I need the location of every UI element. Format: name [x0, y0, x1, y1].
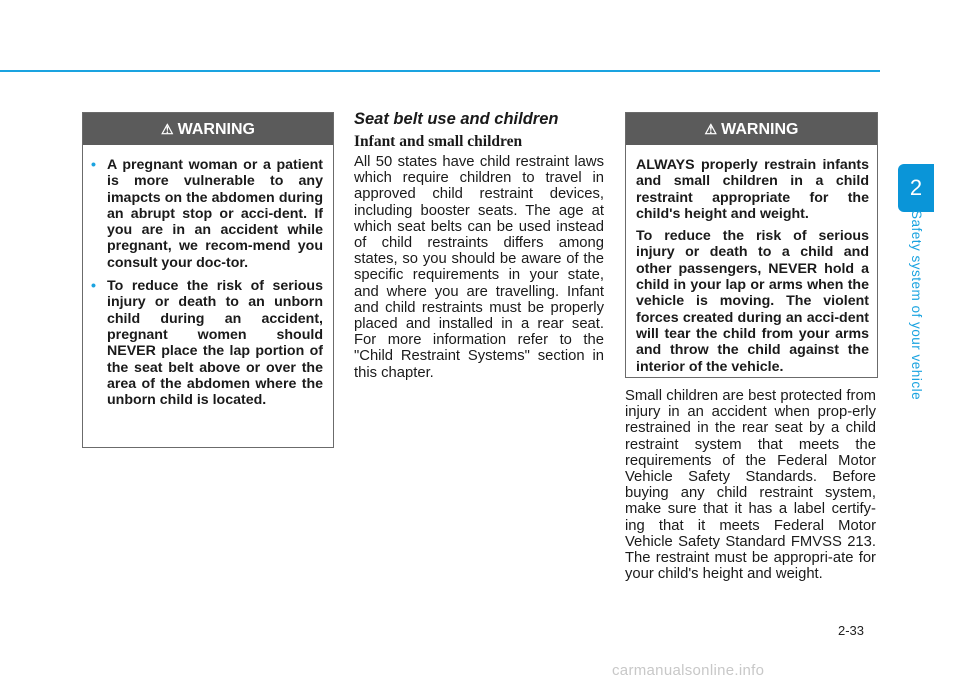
- warning-header: [83, 113, 333, 145]
- watermark: carmanualsonline.info: [612, 662, 765, 679]
- chapter-tab: [898, 164, 934, 212]
- warning-paragraph: To reduce the risk of serious injury or death to a child and other passengers, NEVER hold a child in your lap or arms when the vehicle is moving. The violent forces created during an acci-dent will tear the child from your arms and throw the child against the interior of the vehicle.: [636, 228, 869, 375]
- warning-body: [626, 145, 877, 375]
- body-paragraph: All 50 states have child restraint laws which require children to travel in approved child restraint devices, including booster seats. The age at which seat belts can be used instead of child restraints differs among states, so you should be aware of the specific requirements in your state, and where you are travelling. Infant and child restraints must be properly placed and installed in a rear seat. For more information refer to the "Child Restraint Systems" section in this chapter.: [354, 154, 604, 381]
- warning-triangle-icon: ⚠: [704, 121, 718, 137]
- page-number: 2-33: [838, 623, 865, 638]
- warning-paragraph: ALWAYS properly restrain infants and small children in a child restraint appropriate for the child's height and weight.: [636, 157, 869, 222]
- warning-body: [83, 145, 333, 408]
- chapter-number: 2: [909, 175, 923, 200]
- warning-header: [626, 113, 877, 145]
- warning-bullet: • A pregnant woman or a patient is more vulnerable to any imapcts on the abdomen during an abrupt stop or acci-dent. If you are in an accident while pregnant, we recom-mend you consult your doc-tor.: [99, 157, 323, 271]
- warning-bullet: • To reduce the risk of serious injury or death to an unborn child during an accident, pregnant women should NEVER place the lap portion of the seat belt above or over the area of the abdomen where the unborn child is located.: [99, 278, 323, 408]
- warning-title: WARNING: [721, 121, 799, 138]
- warning-box-left: [82, 112, 334, 448]
- section-subtitle: Infant and small children: [354, 133, 523, 150]
- top-rule: [0, 70, 880, 72]
- warning-triangle-icon: ⚠: [161, 121, 174, 137]
- body-paragraph: Small children are best protected from injury in an accident when prop-erly restrained in the rear seat by a child restraint system that meets the requirements of the Federal Motor Vehicle Safety Standards. Before buying any child restraint system, make sure that it has a label certify-ing that it meets Federal Motor Vehicle Safety Standard FMVSS 213. The restraint must be appropri-ate for your child's height and weight.: [625, 388, 876, 583]
- warning-title: WARNING: [177, 121, 255, 138]
- warning-box-right: [625, 112, 878, 378]
- chapter-title: Safety system of your vehicle: [909, 210, 924, 401]
- section-title: Seat belt use and children: [354, 110, 559, 128]
